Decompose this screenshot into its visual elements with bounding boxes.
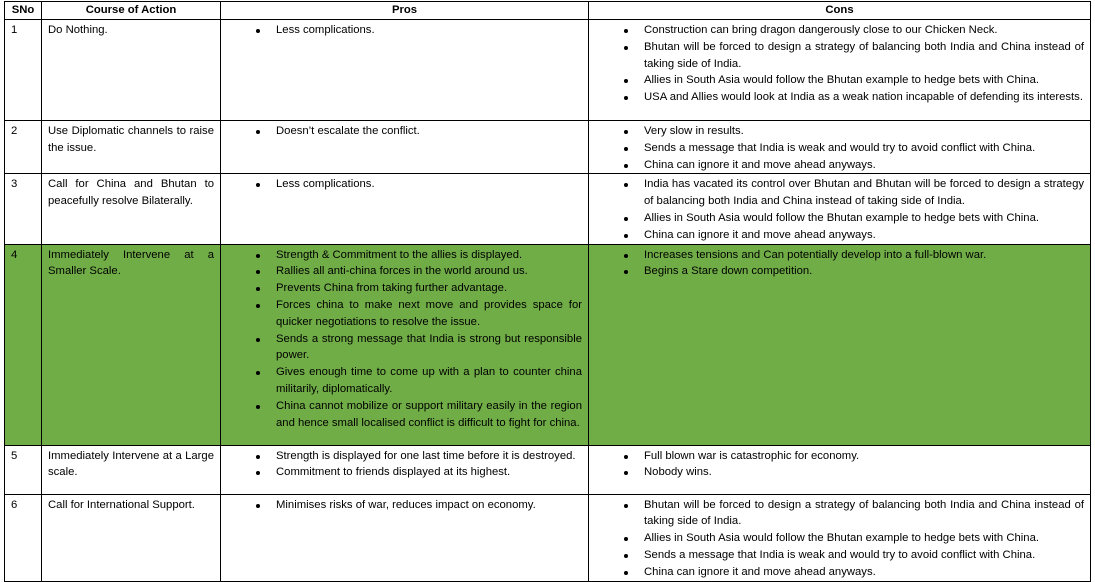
con-item: Construction can bring dragon dangerously close to our Chicken Neck. — [595, 22, 1084, 39]
header-pros: Pros — [221, 2, 589, 20]
pros-list — [227, 448, 582, 482]
header-cons: Cons — [589, 2, 1091, 20]
table-row — [5, 244, 1091, 445]
pros-cell — [221, 445, 589, 494]
header-sno: SNo — [5, 2, 42, 20]
con-item: Nobody wins. — [595, 464, 1084, 481]
con-item: Allies in South Asia would follow the Bhutan example to hedge bets with China. — [595, 210, 1084, 227]
sno-cell: 1 — [5, 20, 42, 121]
con-item: China can ignore it and move ahead anyways. — [595, 227, 1084, 244]
con-item: Sends a message that India is weak and would try to avoid conflict with China. — [595, 547, 1084, 564]
course-of-action-cell: Immediately Intervene at a Smaller Scale. — [42, 244, 221, 445]
pros-list — [227, 22, 582, 39]
con-item: Allies in South Asia would follow the Bhutan example to hedge bets with China. — [595, 530, 1084, 547]
table-row — [5, 494, 1091, 581]
table-row — [5, 445, 1091, 494]
course-of-action-cell: Call for International Support. — [42, 494, 221, 581]
pros-cell — [221, 121, 589, 174]
table-row — [5, 20, 1091, 121]
con-item: Begins a Stare down competition. — [595, 263, 1084, 280]
pro-item: Less complications. — [227, 176, 582, 193]
pros-cell — [221, 174, 589, 244]
pros-list — [227, 247, 582, 432]
con-item: Full blown war is catastrophic for economy. — [595, 448, 1084, 465]
con-item: Bhutan will be forced to design a strategy of balancing both India and China instead of taking side of India. — [595, 497, 1084, 531]
con-item: Sends a message that India is weak and would try to avoid conflict with China. — [595, 140, 1084, 157]
cons-cell — [589, 494, 1091, 581]
pro-item: Strength is displayed for one last time before it is destroyed. — [227, 448, 582, 465]
con-item: China can ignore it and move ahead anyways. — [595, 564, 1084, 581]
course-of-action-cell: Do Nothing. — [42, 20, 221, 121]
con-item: Bhutan will be forced to design a strategy of balancing both India and China instead of taking side of India. — [595, 39, 1084, 73]
pros-cell — [221, 494, 589, 581]
cons-list — [595, 448, 1084, 482]
sno-cell: 4 — [5, 244, 42, 445]
cons-list — [595, 247, 1084, 281]
table-row — [5, 121, 1091, 174]
pro-item: Commitment to friends displayed at its highest. — [227, 464, 582, 481]
pro-item: Minimises risks of war, reduces impact on economy. — [227, 497, 582, 514]
header-course-of-action: Course of Action — [42, 2, 221, 20]
con-item: USA and Allies would look at India as a weak nation incapable of defending its interests. — [595, 89, 1084, 106]
course-of-action-cell: Use Diplomatic channels to raise the issue. — [42, 121, 221, 174]
pro-item: Less complications. — [227, 22, 582, 39]
con-item: Allies in South Asia would follow the Bhutan example to hedge bets with China. — [595, 72, 1084, 89]
pro-item: Strength & Commitment to the allies is displayed. — [227, 247, 582, 264]
con-item: India has vacated its control over Bhutan and Bhutan will be forced to design a strategy of balancing both India and China instead of taking side of India. — [595, 176, 1084, 210]
sno-cell: 5 — [5, 445, 42, 494]
con-item: China can ignore it and move ahead anyways. — [595, 157, 1084, 174]
table-row — [5, 174, 1091, 244]
pro-item: Rallies all anti-china forces in the world around us. — [227, 263, 582, 280]
course-of-action-cell: Immediately Intervene at a Large scale. — [42, 445, 221, 494]
cons-list — [595, 22, 1084, 106]
cons-cell — [589, 244, 1091, 445]
pro-item: Prevents China from taking further advantage. — [227, 280, 582, 297]
cons-cell — [589, 174, 1091, 244]
sno-cell: 3 — [5, 174, 42, 244]
pros-cell — [221, 20, 589, 121]
pros-cell — [221, 244, 589, 445]
con-item: Increases tensions and Can potentially develop into a full-blown war. — [595, 247, 1084, 264]
cons-list — [595, 123, 1084, 173]
course-of-action-cell: Call for China and Bhutan to peacefully resolve Bilaterally. — [42, 174, 221, 244]
cons-cell — [589, 445, 1091, 494]
con-item: Very slow in results. — [595, 123, 1084, 140]
pro-item: Forces china to make next move and provides space for quicker negotiations to resolve the issue. — [227, 297, 582, 331]
course-of-action-table — [4, 1, 1091, 582]
pros-list — [227, 176, 582, 193]
pros-list — [227, 497, 582, 514]
sno-cell: 2 — [5, 121, 42, 174]
pro-item: Sends a strong message that India is strong but responsible power. — [227, 331, 582, 365]
cons-list — [595, 176, 1084, 243]
header-row — [5, 2, 1091, 20]
pro-item: Doesn’t escalate the conflict. — [227, 123, 582, 140]
cons-list — [595, 497, 1084, 581]
pros-list — [227, 123, 582, 140]
pro-item: Gives enough time to come up with a plan to counter china militarily, diplomatically. — [227, 364, 582, 398]
cons-cell — [589, 20, 1091, 121]
pro-item: China cannot mobilize or support military easily in the region and hence small localised conflict is difficult to fight for china. — [227, 398, 582, 432]
cons-cell — [589, 121, 1091, 174]
sno-cell: 6 — [5, 494, 42, 581]
